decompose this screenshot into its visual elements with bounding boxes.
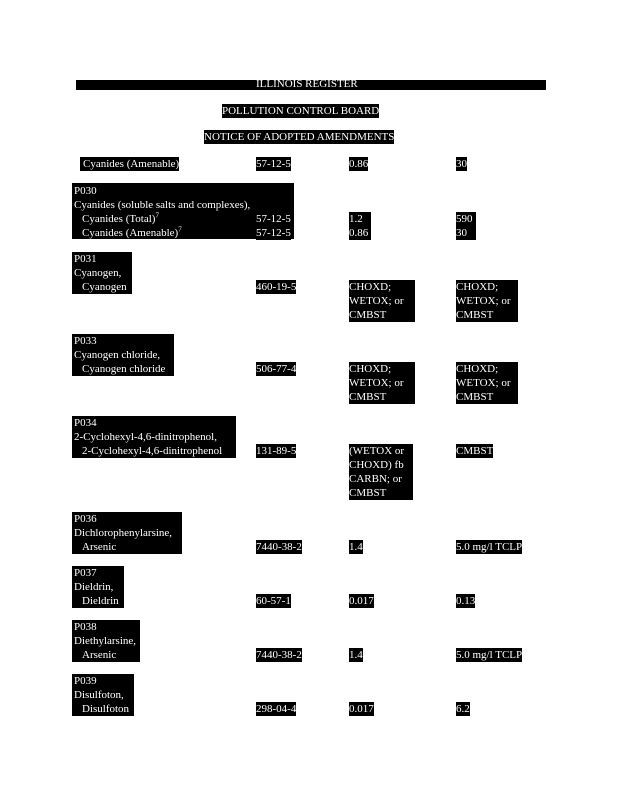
p037-c1: 0.017 <box>349 595 374 607</box>
p038-c1: 1.4 <box>349 649 363 661</box>
p030-row1-name: Cyanides (Total)$^7$ <box>82 211 159 225</box>
p039-c2: 6.2 <box>456 703 470 715</box>
p030-row2-c2: 30 <box>456 226 476 240</box>
p039-title: Disulfoton, <box>74 689 124 701</box>
register-title: ILLINOIS REGISTER <box>256 78 358 90</box>
p030-row1-c1: 1.2 <box>349 212 371 226</box>
p036-c2: 5.0 mg/l TCLP <box>456 541 523 553</box>
p030-row1-c2: 590 <box>456 212 476 226</box>
p033-cas: 506-77-4 <box>256 363 297 375</box>
p030-row2-cas: 57-12-5 <box>256 227 291 239</box>
notice-title: NOTICE OF ADOPTED AMENDMENTS <box>204 131 395 143</box>
top-cas: 57-12-5 <box>256 158 291 170</box>
p039-name: Disulfoton <box>82 703 130 715</box>
p034-title: 2-Cyclohexyl-4,6-dinitrophenol, <box>74 431 217 443</box>
p030-row2-c1: 0.86 <box>349 226 371 240</box>
p034-name: 2-Cyclohexyl-4,6-dinitrophenol <box>82 445 223 457</box>
p030-row1-cas: 57-12-5 <box>256 213 291 225</box>
p033-name: Cyanogen chloride <box>82 363 166 375</box>
p038-name: Arsenic <box>82 649 117 661</box>
p034-cas: 131-89-5 <box>256 445 297 457</box>
top-c2: 30 <box>456 158 467 170</box>
p031-code: P031 <box>74 253 97 265</box>
p036-c1: 1.4 <box>349 541 363 553</box>
p039-code: P039 <box>74 675 97 687</box>
p038-cas: 7440-38-2 <box>256 649 302 661</box>
p036-title: Dichlorophenylarsine, <box>74 527 173 539</box>
board-title: POLLUTION CONTROL BOARD <box>222 105 380 117</box>
top-c1: 0.86 <box>349 158 369 170</box>
p037-title: Dieldrin, <box>74 581 114 593</box>
p037-c2: 0.13 <box>456 595 476 607</box>
p033-c2: CHOXD; WETOX; or CMBST <box>456 362 518 404</box>
p034-c2: CMBST <box>456 445 494 457</box>
p036-cas: 7440-38-2 <box>256 541 302 553</box>
p031-c2: CHOXD; WETOX; or CMBST <box>456 280 518 322</box>
p031-c1: CHOXD; WETOX; or CMBST <box>349 280 415 322</box>
p033-title: Cyanogen chloride, <box>74 349 161 361</box>
p030-code: P030 <box>74 185 97 197</box>
p030-row2-name: Cyanides (Amenable)$^7$ <box>82 225 182 239</box>
top-name: Cyanides (Amenable) <box>80 157 179 171</box>
p038-code: P038 <box>74 621 97 633</box>
p033-code: P033 <box>74 335 97 347</box>
p037-code: P037 <box>74 567 97 579</box>
p031-cas: 460-19-5 <box>256 281 297 293</box>
p036-code: P036 <box>74 513 97 525</box>
p031-title: Cyanogen, <box>74 267 122 279</box>
p037-name: Dieldrin <box>82 595 119 607</box>
p030-title: Cyanides (soluble salts and complexes), <box>74 199 251 211</box>
p031-name: Cyanogen <box>82 281 127 293</box>
p034-c1: (WETOX or CHOXD) fb CARBN; or CMBST <box>349 444 413 500</box>
p039-cas: 298-04-4 <box>256 703 297 715</box>
p036-name: Arsenic <box>82 541 117 553</box>
p034-code: P034 <box>74 417 97 429</box>
p038-c2: 5.0 mg/l TCLP <box>456 649 523 661</box>
p037-cas: 60-57-1 <box>256 595 291 607</box>
p038-title: Diethylarsine, <box>74 635 137 647</box>
p033-c1: CHOXD; WETOX; or CMBST <box>349 362 415 404</box>
p039-c1: 0.017 <box>349 703 374 715</box>
